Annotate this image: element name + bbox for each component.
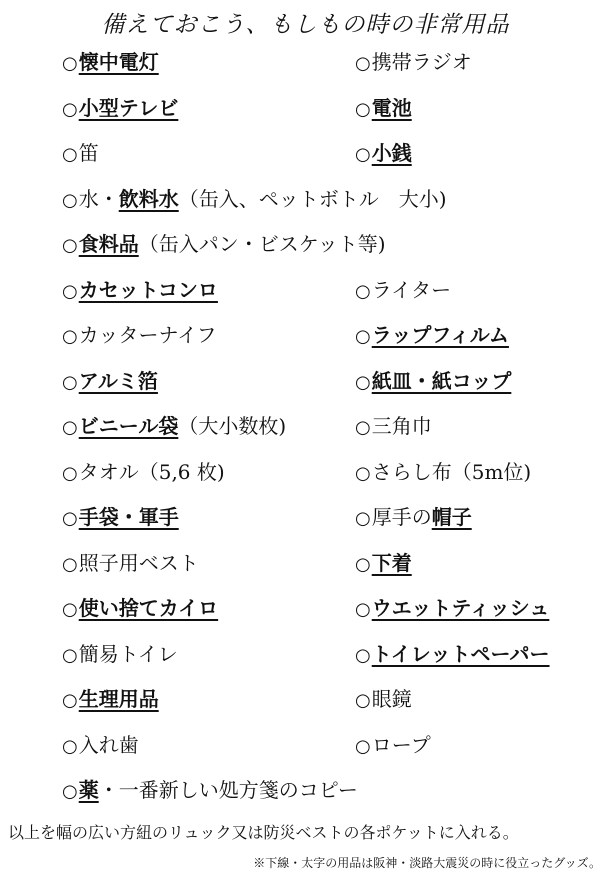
circle-bullet-icon: ○ bbox=[355, 735, 371, 757]
checklist-item bbox=[355, 685, 412, 715]
item-label-emphasized: ビニール袋 bbox=[78, 414, 179, 438]
checklist-item bbox=[62, 321, 217, 351]
checklist-item bbox=[62, 367, 158, 397]
item-label-emphasized: 懐中電灯 bbox=[78, 50, 159, 74]
checklist-row bbox=[62, 731, 602, 777]
checklist-item bbox=[355, 412, 432, 442]
circle-bullet-icon: ○ bbox=[355, 144, 371, 165]
item-label-emphasized: 使い捨てカイロ bbox=[78, 596, 219, 620]
circle-bullet-icon: ○ bbox=[355, 599, 371, 620]
item-label-emphasized: 手袋・軍手 bbox=[78, 505, 179, 529]
item-label: （大小数枚) bbox=[178, 414, 287, 438]
checklist-row bbox=[62, 549, 602, 595]
item-label: 三角巾 bbox=[371, 414, 432, 438]
circle-bullet-icon: ○ bbox=[355, 280, 371, 302]
checklist-item bbox=[62, 276, 218, 306]
supply-checklist bbox=[62, 48, 602, 822]
item-label-emphasized: トイレットペーパー bbox=[371, 641, 550, 666]
checklist-item bbox=[62, 139, 99, 169]
item-label-emphasized: 下着 bbox=[371, 550, 412, 575]
item-label-emphasized: 小型テレビ bbox=[78, 95, 179, 120]
circle-bullet-icon: ○ bbox=[355, 53, 371, 74]
item-label: 入れ歯 bbox=[78, 732, 139, 757]
item-label-emphasized: 飲料水 bbox=[118, 186, 179, 211]
item-label: 厚手の bbox=[371, 505, 432, 529]
checklist-row bbox=[62, 276, 602, 322]
checklist-item bbox=[355, 139, 412, 169]
item-label-emphasized: 薬 bbox=[78, 778, 99, 802]
item-label: （缶入、ペットボトル 大小) bbox=[178, 186, 447, 211]
checklist-row bbox=[62, 458, 602, 504]
checklist-item bbox=[62, 412, 286, 442]
circle-bullet-icon: ○ bbox=[355, 326, 371, 347]
checklist-item bbox=[62, 48, 159, 78]
item-label: 照子用ベスト bbox=[78, 550, 199, 575]
item-label: 笛 bbox=[78, 141, 99, 165]
checklist-item bbox=[62, 776, 358, 806]
checklist-item bbox=[355, 640, 550, 670]
item-label-emphasized: 電池 bbox=[371, 95, 412, 120]
checklist-item bbox=[355, 549, 412, 579]
circle-bullet-icon: ○ bbox=[355, 644, 371, 666]
item-label-emphasized: 帽子 bbox=[431, 505, 472, 529]
item-label-emphasized: ラップフィルム bbox=[371, 323, 509, 347]
circle-bullet-icon: ○ bbox=[62, 53, 78, 74]
circle-bullet-icon: ○ bbox=[355, 371, 371, 393]
circle-bullet-icon: ○ bbox=[355, 98, 371, 120]
checklist-row bbox=[62, 94, 602, 140]
circle-bullet-icon: ○ bbox=[62, 644, 78, 666]
circle-bullet-icon: ○ bbox=[62, 235, 78, 256]
circle-bullet-icon: ○ bbox=[62, 189, 78, 211]
checklist-row bbox=[62, 48, 602, 94]
item-label: ライター bbox=[371, 277, 452, 302]
item-label: （缶入パン・ビスケット等) bbox=[138, 232, 386, 256]
checklist-row bbox=[62, 321, 602, 367]
circle-bullet-icon: ○ bbox=[62, 326, 78, 347]
item-label-emphasized: 生理用品 bbox=[78, 687, 159, 711]
circle-bullet-icon: ○ bbox=[62, 553, 78, 575]
checklist-row bbox=[62, 685, 602, 731]
item-label: 水・ bbox=[78, 186, 119, 211]
circle-bullet-icon: ○ bbox=[355, 508, 371, 529]
checklist-item bbox=[62, 731, 139, 761]
item-label: 簡易トイレ bbox=[78, 641, 178, 666]
packing-note: 以上を幅の広い方紐のリュック又は防災ベストの各ポケットに入れる。 bbox=[8, 823, 519, 842]
circle-bullet-icon: ○ bbox=[62, 371, 78, 393]
item-label-emphasized: 紙皿・紙コップ bbox=[371, 368, 512, 393]
checklist-item bbox=[62, 640, 178, 670]
checklist-item bbox=[62, 685, 159, 715]
checklist-item bbox=[355, 594, 549, 624]
circle-bullet-icon: ○ bbox=[355, 417, 371, 438]
item-label: 眼鏡 bbox=[371, 687, 412, 711]
item-label: ・一番新しい処方箋のコピー bbox=[98, 778, 358, 802]
checklist-item bbox=[62, 230, 386, 260]
item-label: 携帯ラジオ bbox=[371, 50, 472, 74]
item-label-emphasized: カセットコンロ bbox=[78, 277, 218, 302]
checklist-row bbox=[62, 640, 602, 686]
footnote: ※下線・太字の用品は阪神・淡路大震災の時に役立ったグッズ。 bbox=[253, 856, 601, 870]
circle-bullet-icon: ○ bbox=[62, 599, 78, 620]
circle-bullet-icon: ○ bbox=[355, 462, 371, 484]
checklist-row bbox=[62, 503, 602, 549]
item-label-emphasized: 小銭 bbox=[371, 141, 412, 165]
page-title: 備えておこう、もしもの時の非常用品 bbox=[101, 12, 510, 38]
checklist-item bbox=[355, 367, 511, 397]
checklist-row bbox=[62, 412, 602, 458]
checklist-item bbox=[355, 321, 509, 351]
item-label: さらし布（5m位) bbox=[371, 459, 532, 484]
checklist-item bbox=[355, 48, 472, 78]
checklist-row bbox=[62, 367, 602, 413]
circle-bullet-icon: ○ bbox=[62, 417, 78, 438]
circle-bullet-icon: ○ bbox=[62, 508, 78, 529]
checklist-row bbox=[62, 776, 602, 822]
checklist-item bbox=[355, 458, 531, 488]
circle-bullet-icon: ○ bbox=[355, 553, 371, 575]
checklist-row bbox=[62, 185, 602, 231]
item-label-emphasized: ウエットティッシュ bbox=[371, 596, 550, 620]
checklist-item bbox=[355, 276, 451, 306]
item-label-emphasized: アルミ箔 bbox=[78, 368, 158, 393]
checklist-item bbox=[62, 458, 225, 488]
checklist-item bbox=[62, 594, 218, 624]
checklist-item bbox=[62, 549, 199, 579]
checklist-row bbox=[62, 230, 602, 276]
circle-bullet-icon: ○ bbox=[62, 280, 78, 302]
checklist-item bbox=[62, 185, 447, 215]
circle-bullet-icon: ○ bbox=[355, 690, 371, 711]
checklist-item bbox=[62, 503, 179, 533]
checklist-item bbox=[355, 731, 431, 761]
item-label: カッターナイフ bbox=[78, 323, 217, 347]
circle-bullet-icon: ○ bbox=[62, 462, 78, 484]
item-label: タオル（5,6 枚) bbox=[78, 459, 225, 484]
checklist-item bbox=[355, 94, 412, 124]
checklist-item bbox=[62, 94, 178, 124]
item-label: ロープ bbox=[371, 732, 431, 757]
circle-bullet-icon: ○ bbox=[62, 98, 78, 120]
circle-bullet-icon: ○ bbox=[62, 781, 78, 802]
checklist-row bbox=[62, 139, 602, 185]
checklist-row bbox=[62, 594, 602, 640]
checklist-item bbox=[355, 503, 472, 533]
circle-bullet-icon: ○ bbox=[62, 144, 78, 165]
item-label-emphasized: 食料品 bbox=[78, 232, 139, 256]
circle-bullet-icon: ○ bbox=[62, 735, 78, 757]
circle-bullet-icon: ○ bbox=[62, 690, 78, 711]
